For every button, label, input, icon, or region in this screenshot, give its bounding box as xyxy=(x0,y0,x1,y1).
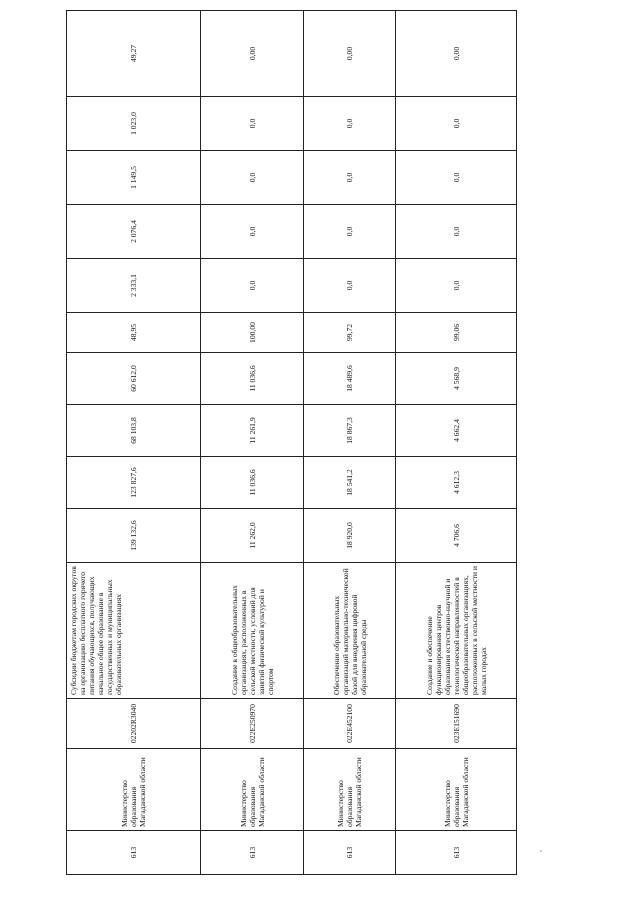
budget-table xyxy=(66,10,517,875)
value-cell: 11 262,0 xyxy=(201,509,304,563)
value-cell: 0,0 xyxy=(201,205,304,259)
value-cell: 68 103,8 xyxy=(67,405,201,457)
ministry-cell: Министерство образования Магаданской области xyxy=(67,749,201,831)
value-cell: 4 662,4 xyxy=(396,405,517,457)
table-row xyxy=(304,11,396,875)
ministry-cell: Министерство образования Магаданской области xyxy=(396,749,517,831)
scan-speck xyxy=(540,850,542,852)
value-cell: 139 132,6 xyxy=(67,509,201,563)
value-cell: 100,00 xyxy=(201,313,304,353)
value-cell: 0,0 xyxy=(304,205,396,259)
kbk-cell: 023E151690 xyxy=(396,699,517,749)
value-cell: 49,27 xyxy=(67,11,201,97)
value-cell: 4 568,9 xyxy=(396,353,517,405)
value-cell: 11 036,6 xyxy=(201,457,304,509)
value-cell: 11 036,6 xyxy=(201,353,304,405)
description-cell: Создание в общеобразовательных организациях, расположенных в сельской местности, условий для занятий физической культурой и спортом xyxy=(201,563,304,699)
value-cell: 0,0 xyxy=(396,205,517,259)
value-cell: 4 706,6 xyxy=(396,509,517,563)
value-cell: 123 827,6 xyxy=(67,457,201,509)
value-cell: 0,00 xyxy=(201,11,304,97)
table-row xyxy=(67,11,201,875)
kbk-cell: 022E452100 xyxy=(304,699,396,749)
value-cell: 1 023,0 xyxy=(67,97,201,151)
table-row xyxy=(396,11,517,875)
kbk-cell: 022E250970 xyxy=(201,699,304,749)
value-cell: 4 612,3 xyxy=(396,457,517,509)
value-cell: 18 489,6 xyxy=(304,353,396,405)
value-cell: 2 076,4 xyxy=(67,205,201,259)
ministry-cell: Министерство образования Магаданской области xyxy=(201,749,304,831)
value-cell: 0,0 xyxy=(396,151,517,205)
value-cell: 99,06 xyxy=(396,313,517,353)
code-cell: 613 xyxy=(304,831,396,875)
value-cell: 48,95 xyxy=(67,313,201,353)
value-cell: 0,00 xyxy=(396,11,517,97)
value-cell: 18 541,2 xyxy=(304,457,396,509)
value-cell: 0,0 xyxy=(201,259,304,313)
value-cell: 99,72 xyxy=(304,313,396,353)
value-cell: 2 333,1 xyxy=(67,259,201,313)
value-cell: 0,0 xyxy=(396,259,517,313)
value-cell: 0,0 xyxy=(304,151,396,205)
value-cell: 0,00 xyxy=(304,11,396,97)
value-cell: 0,0 xyxy=(201,151,304,205)
value-cell: 0,0 xyxy=(304,259,396,313)
value-cell: 0,0 xyxy=(304,97,396,151)
description-cell: Субсидии бюджетам городских округов на организацию бесплатного горячего питания обучающихся, получающих начальное общее образование в государственных и муниципальных образовательных организациях xyxy=(67,563,201,699)
value-cell: 0,0 xyxy=(396,97,517,151)
code-cell: 613 xyxy=(67,831,201,875)
table-row xyxy=(201,11,304,875)
ministry-cell: Министерство образования Магаданской области xyxy=(304,749,396,831)
value-cell: 0,0 xyxy=(201,97,304,151)
description-cell: Создание и обеспечение функционирования центров образования естественно-научной и технологической направленностей в общеобразовательных организациях, расположенных в сельской местности и малых городах xyxy=(396,563,517,699)
value-cell: 1 149,5 xyxy=(67,151,201,205)
rotated-table-page xyxy=(66,44,516,875)
value-cell: 18 867,3 xyxy=(304,405,396,457)
value-cell: 11 261,9 xyxy=(201,405,304,457)
code-cell: 613 xyxy=(396,831,517,875)
code-cell: 613 xyxy=(201,831,304,875)
value-cell: 60 612,0 xyxy=(67,353,201,405)
kbk-cell: 02202R3040 xyxy=(67,699,201,749)
description-cell: Обеспечение образовательных организаций материально-технической базой для внедрения цифровой образовательной среды xyxy=(304,563,396,699)
value-cell: 18 920,0 xyxy=(304,509,396,563)
